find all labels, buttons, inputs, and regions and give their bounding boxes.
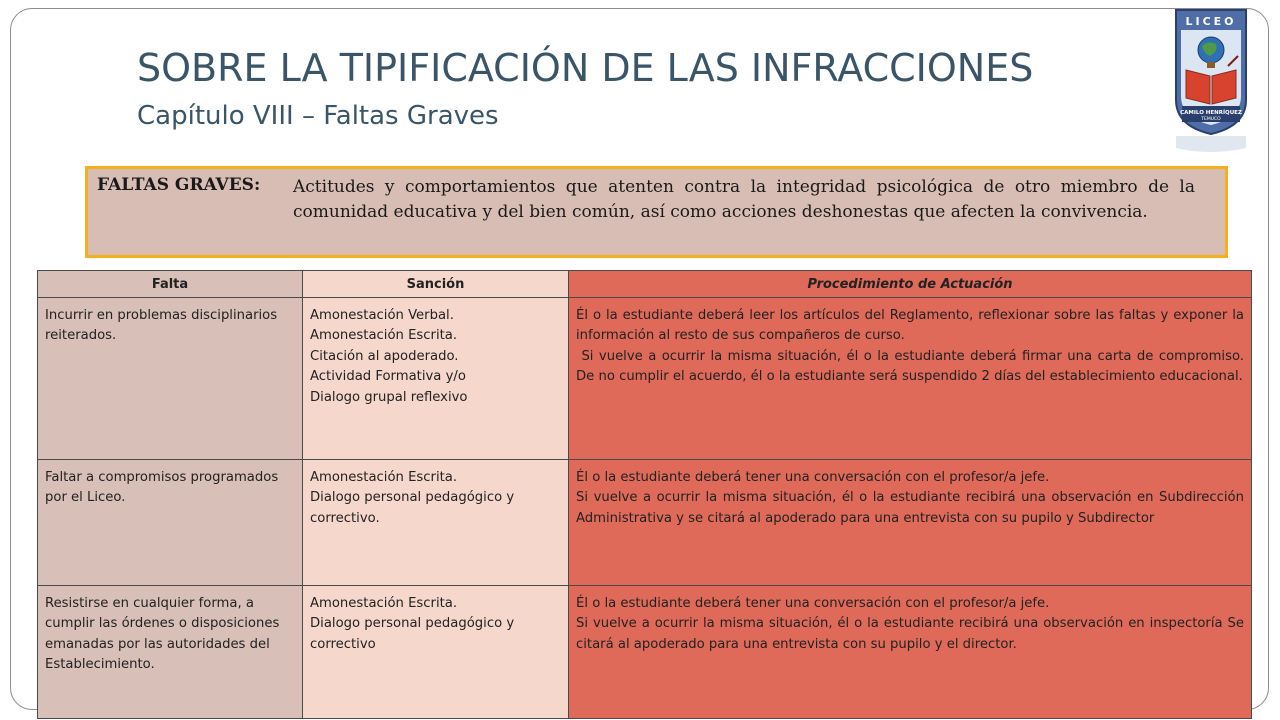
sancion-line: Dialogo grupal reflexivo (310, 389, 468, 405)
infractions-table (37, 270, 1252, 719)
sancion-line: Dialogo personal pedagógico y correctivo. (310, 490, 515, 526)
header-procedimiento: Procedimiento de Actuación (569, 271, 1252, 298)
cell-falta: Resistirse en cualquier forma, a cumplir las órdenes o disposiciones emanadas por las autoridades del Establecimiento. (38, 586, 303, 719)
procedimiento-paragraph: Él o la estudiante deberá tener una conversación con el profesor/a jefe. (576, 596, 1050, 611)
sancion-line: Amonestación Verbal. (310, 308, 454, 323)
procedimiento-paragraph: Él o la estudiante deberá tener una conversación con el profesor/a jefe. (576, 470, 1050, 485)
logo-bottom-text: CAMILO HENRÍQUEZ (1180, 110, 1242, 116)
definition-box (85, 166, 1228, 258)
sancion-line: Amonestación Escrita. (310, 470, 458, 485)
procedimiento-paragraph: Si vuelve a ocurrir la misma situación, él o la estudiante recibirá una observación en Subdirección Administrativa y se citará al apoderado para una entrevista con su pupilo y Subdirector (576, 490, 1244, 526)
cell-procedimiento (569, 298, 1252, 460)
procedimiento-paragraph: Si vuelve a ocurrir la misma situación, él o la estudiante recibirá una observación en inspectoría Se citará al apoderado para una entrevista con su pupilo y el director. (576, 616, 1244, 652)
procedimiento-paragraph: Él o la estudiante deberá leer los artículos del Reglamento, reflexionar sobre las faltas y exponer la información al resto de sus compañeros de curso. (576, 308, 1244, 344)
header-falta: Falta (38, 271, 303, 298)
table-row (38, 586, 1252, 719)
procedimiento-paragraph: Si vuelve a ocurrir la misma situación, él o la estudiante deberá firmar una carta de compromiso. De no cumplir el acuerdo, él o la estudiante será suspendido 2 días del establecimiento educacional. (576, 348, 1249, 385)
sancion-line: Amonestación Escrita. (310, 328, 458, 344)
logo-top-text: LICEO (1185, 15, 1237, 28)
definition-term: FALTAS GRAVES: (97, 175, 261, 195)
sancion-line: Citación al apoderado. (310, 348, 459, 364)
table-row (38, 460, 1252, 586)
school-logo (1172, 8, 1250, 156)
cell-sancion (303, 586, 569, 719)
table-row (38, 298, 1252, 460)
definition-text: Actitudes y comportamientos que atenten contra la integridad psicológica de otro miembro de la comunidad educativa y del bien común, así como acciones deshonestas que afecten la convivencia. (293, 177, 1195, 222)
cell-sancion (303, 460, 569, 586)
cell-sancion (303, 298, 569, 460)
cell-falta: Faltar a compromisos programados por el Liceo. (38, 460, 303, 586)
sancion-line: Amonestación Escrita. (310, 596, 458, 611)
logo-city-text: TEMUCO (1201, 117, 1221, 122)
cell-falta: Incurrir en problemas disciplinarios reiterados. (38, 298, 303, 460)
sancion-line: Actividad Formativa y/o (310, 369, 466, 385)
sancion-line: Dialogo personal pedagógico y correctivo (310, 616, 515, 652)
header-sancion: Sanción (303, 271, 569, 298)
page-title: SOBRE LA TIPIFICACIÓN DE LAS INFRACCIONES (137, 46, 1034, 90)
table-header-row (38, 271, 1252, 298)
cell-procedimiento (569, 586, 1252, 719)
page-subtitle: Capítulo VIII – Faltas Graves (137, 101, 499, 131)
cell-procedimiento (569, 460, 1252, 586)
